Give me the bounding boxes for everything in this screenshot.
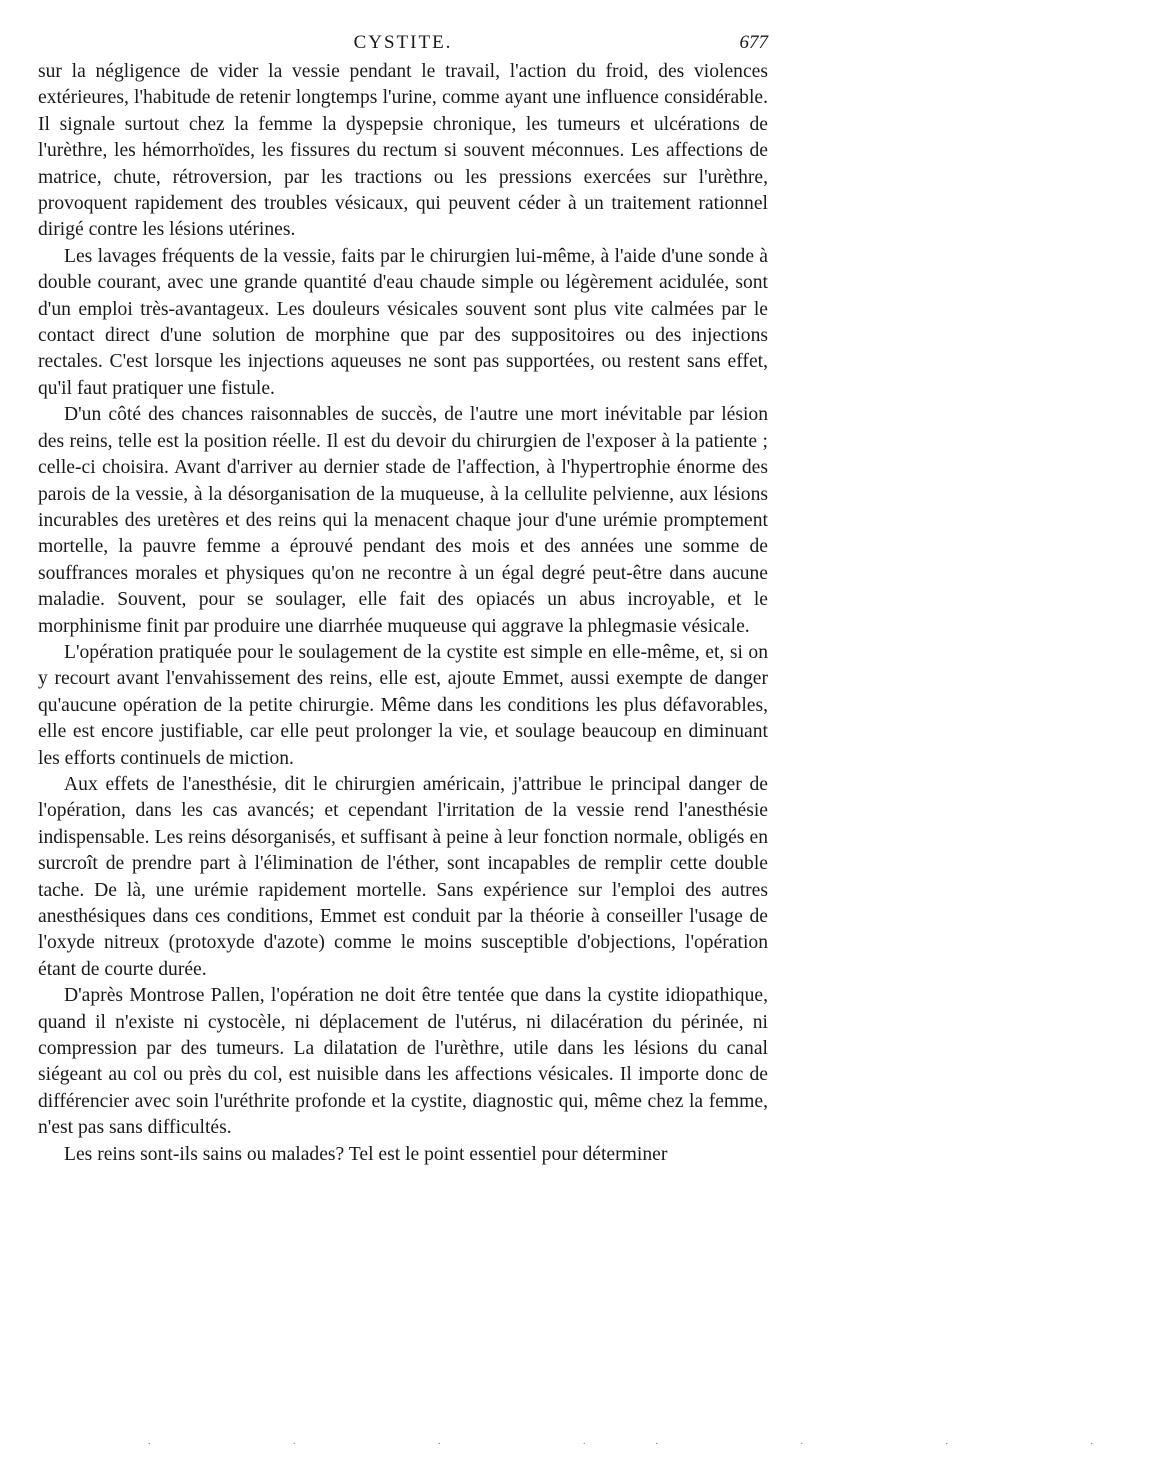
paragraph-montrose-pallen: D'après Montrose Pallen, l'opération ne doit être tentée que dans la cystite idiopathique, quand il n'existe ni cystocèle, ni déplacement de l'utérus, ni dilacération du périnée, ni compression par des tumeurs. La dilatation de l'urèthre, utile dans les lésions du canal siégeant au col ou près du col, est nuisible dans les affections vésicales. Il importe donc de différencier avec soin l'uréthrite profonde et la cystite, diagnostic qui, même chez la femme, n'est pas sans difficultés. xyxy=(38,985,768,1139)
book-page xyxy=(38,0,1163,1480)
paragraph-reins: Les reins sont-ils sains ou malades? Tel est le point essentiel pour déterminer xyxy=(64,1143,668,1165)
paragraph-continuation: sur la négligence de vider la vessie pendant le travail, l'action du froid, des violences extérieures, l'habitude de retenir longtemps l'urine, comme ayant une influence considérable. Il signale surtout chez la femme la dyspepsie chronique, les tumeurs et ulcérations de l'urèthre, les hémorrhoïdes, les fissures du rectum si souvent méconnues. Les affections de matrice, chute, rétroversion, par les tractions ou les pressions exercées sur l'urèthre, provoquent rapidement des troubles vésicaux, qui peuvent céder à un traitement rationnel dirigé contre les lésions utérines. xyxy=(38,61,768,241)
paragraph-lavages: Les lavages fréquents de la vessie, faits par le chirurgien lui-même, à l'aide d'une sonde à double courant, avec une grande quantité d'eau chaude simple ou légèrement acidulée, sont d'un emploi très-avantageux. Les douleurs vésicales souvent sont plus vite calmées par le contact direct d'une solution de morphine que par des suppositoires ou des injections rectales. C'est lorsque les injections aqueuses ne sont pas supportées, ou restent sans effet, qu'il faut pratiquer une fistule. xyxy=(38,245,768,399)
paragraph-chances: D'un côté des chances raisonnables de succès, de l'autre une mort inévitable par lésion des reins, telle est la position réelle. Il est du devoir du chirurgien de l'exposer à la patiente ; celle-ci choisira. Avant d'arriver au dernier stade de l'affection, à l'hypertrophie énorme des parois de la vessie, à la désorganisation de la muqueuse, à la cellulite pelvienne, aux lésions incurables des uretères et des reins qui la menacent chaque jour d'une urémie promptement mortelle, la pauvre femme a éprouvé pendant des mois et des années une somme de souffrances morales et physiques qu'on ne recontre à un égal degré peut-être dans aucune maladie. Souvent, pour se soulager, elle fait des opiacés un abus incroyable, et le morphinisme finit par produire une diarrhée muqueuse qui aggrave la phlegmasie vésicale. xyxy=(38,404,768,637)
paragraph-anesthesie: Aux effets de l'anesthésie, dit le chirurgien américain, j'attribue le principal danger de l'opération, dans les cas avancés; et cependant l'irritation de la vessie rend l'anesthésie indispensable. Les reins désorganisés, et suffisant à peine à leur fonction normale, obligés en surcroît de prendre part à l'élimination de l'éther, sont incapables de remplir cette double tache. De là, une urémie rapidement mortelle. Sans expérience sur l'emploi des autres anesthésiques dans ces conditions, Emmet est conduit par la théorie à conseiller l'usage de l'oxyde nitreux (protoxyde d'azote) comme le moins susceptible d'objections, l'opération étant de courte durée. xyxy=(38,773,768,980)
footer-marks: . . . .. . . . xyxy=(148,1436,1163,1447)
paragraph-operation: L'opération pratiquée pour le soulagement de la cystite est simple en elle-même, et, si on y recourt avant l'envahissement des reins, elle est, ajoute Emmet, aussi exempte de danger qu'aucune opération de la petite chirurgie. Même dans les conditions les plus défavorables, elle est encore justifiable, car elle peut prolonger la vie, et soulage beaucoup en diminuant les efforts continuels de miction. xyxy=(38,641,768,769)
page-number: 677 xyxy=(739,32,768,53)
running-head xyxy=(38,30,768,58)
running-title: CYSTITE. xyxy=(353,32,453,53)
body-text xyxy=(38,59,768,1168)
